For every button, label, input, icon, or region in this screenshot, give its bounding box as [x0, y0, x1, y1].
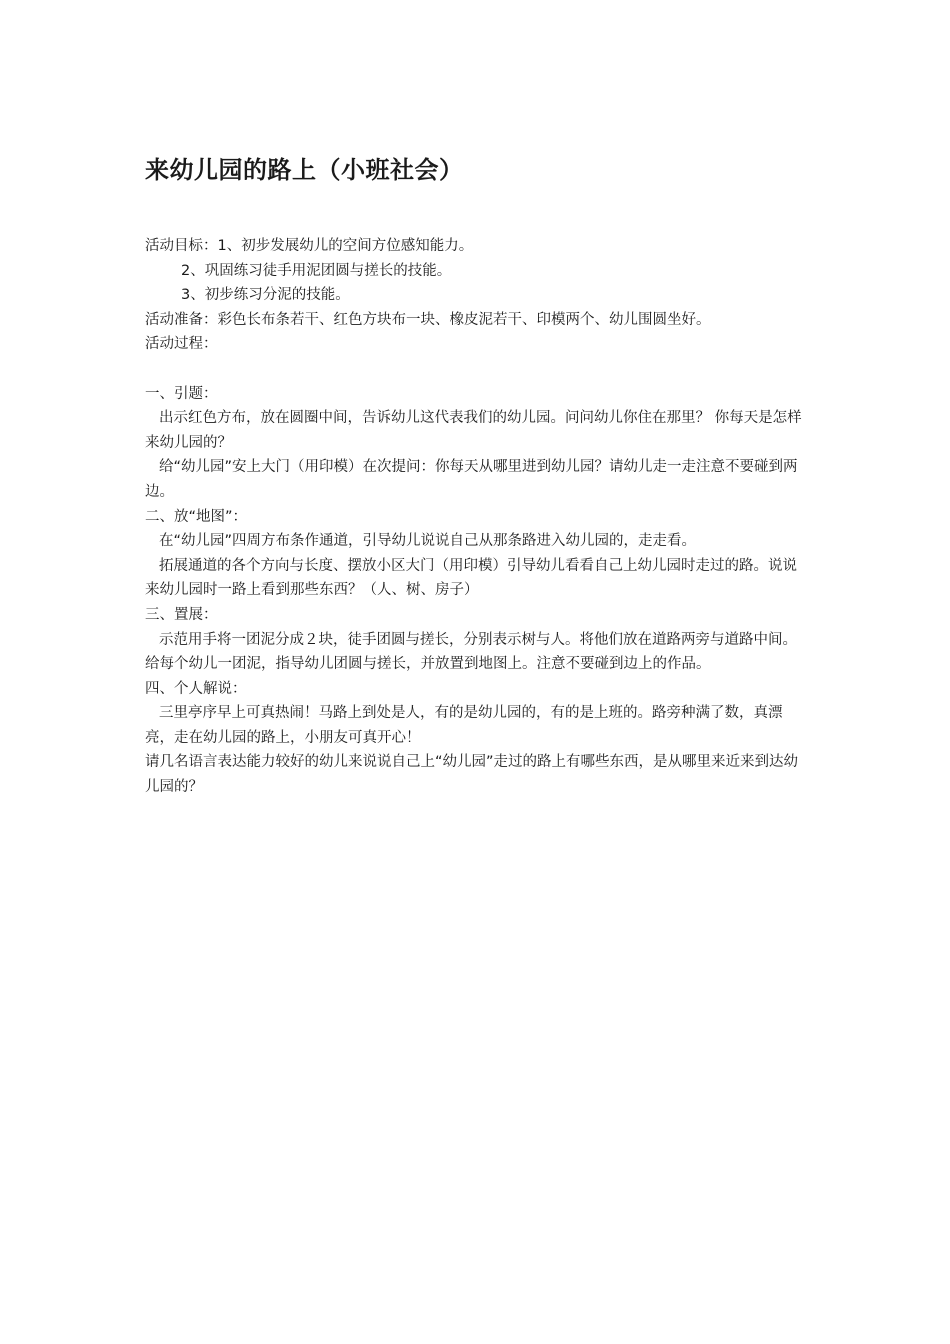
blank-line [145, 357, 810, 382]
explain-paragraph-2: 请几名语言表达能力较好的幼儿来说说自己上“幼儿园”走过的路上有哪些东西，是从哪里来近来到达幼儿园的？ [145, 754, 799, 796]
goal-line-1: 活动目标：1、初步发展幼儿的空间方位感知能力。 [145, 238, 474, 254]
preparation-line: 活动准备：彩色长布条若干、红色方块布一块、橡皮泥若干、印模两个、幼儿围圆坐好。 [145, 311, 711, 328]
intro-paragraph-2: 给“幼儿园”安上大门（用印模）在次提问：你每天从哪里进到幼儿园？请幼儿走一走注意不要碰到两边。 [145, 459, 798, 500]
goal-line-2: 2、巩固练习徒手用泥团圆与搓长的技能。 [181, 262, 452, 279]
display-paragraph-2: 给每个幼儿一团泥，指导幼儿团圆与搓长，并放置到地图上。注意不要碰到边上的作品。 [145, 656, 711, 673]
section-heading-map: 二、放“地图”： [145, 508, 248, 525]
map-paragraph-2: 拓展通道的各个方向与长度、摆放小区大门（用印模）引导幼儿看看自己上幼儿园时走过的路。说说来幼儿园时一路上看到那些东西？（人、树、房子） [145, 557, 797, 599]
intro-paragraph-1: 出示红色方布，放在圆圈中间，告诉幼儿这代表我们的幼儿园。问问幼儿你住在那里？ 你每天是怎样来幼儿园的？ [145, 410, 802, 451]
document-title: 来幼儿园的路上（小班社会） [145, 156, 464, 184]
document-body [145, 234, 810, 800]
section-heading-display: 三、置展： [145, 606, 218, 623]
section-heading-intro: 一、引题： [145, 385, 218, 402]
process-label: 活动过程： [145, 336, 218, 353]
goal-line-3: 3、初步练习分泥的技能。 [181, 287, 350, 304]
explain-paragraph-1: 三里亭序早上可真热闹！马路上到处是人，有的是幼儿园的，有的是上班的。路旁种满了数，真漂亮，走在幼儿园的路上，小朋友可真开心！ [145, 705, 783, 746]
section-heading-explain: 四、个人解说： [145, 680, 247, 697]
display-paragraph-1: 示范用手将一团泥分成２块，徒手团圆与搓长，分别表示树与人。将他们放在道路两旁与道路中间。 [159, 631, 797, 648]
map-paragraph-1: 在“幼儿园”四周方布条作通道，引导幼儿说说自己从那条路进入幼儿园的，走走看。 [159, 533, 697, 550]
